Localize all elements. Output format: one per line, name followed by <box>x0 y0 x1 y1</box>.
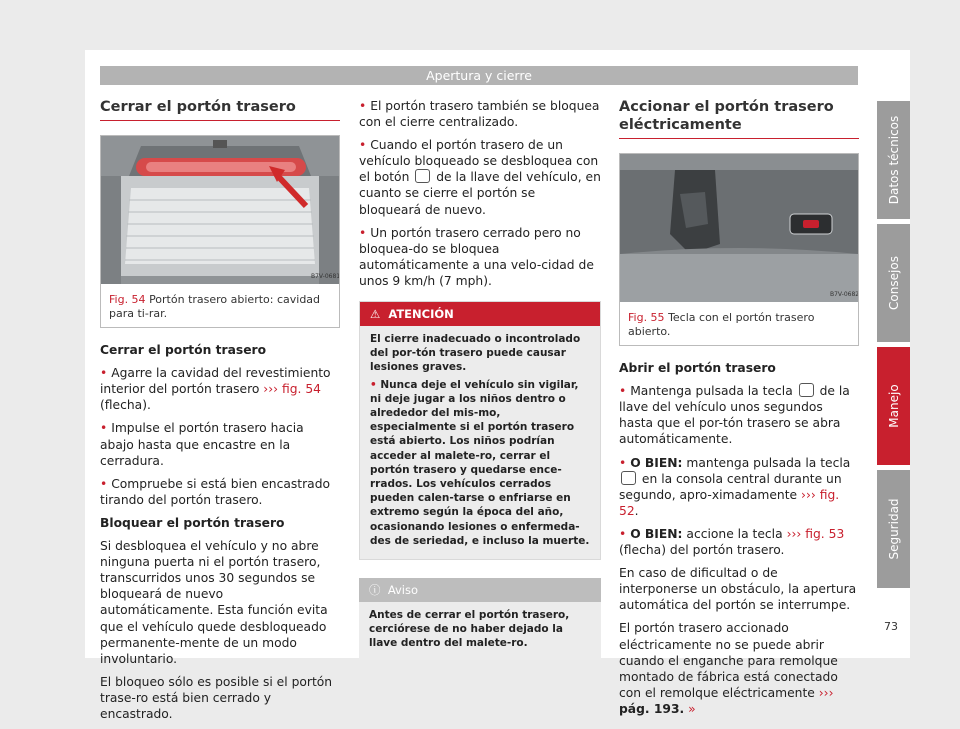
column-left <box>100 98 340 729</box>
bullet-item: • Compruebe si está bien encastrado tirando del portón trasero. <box>100 476 331 507</box>
subheading-open: Abrir el portón trasero <box>619 361 776 376</box>
figure-label: Fig. 55 <box>628 311 665 325</box>
warning-triangle-icon: ⚠ <box>370 307 381 322</box>
fig-link[interactable]: fig. 54 <box>281 382 322 397</box>
bullet-item: • Agarre la cavidad del revestimiento interior del portón trasero ››› fig. 54 (flecha). <box>100 366 331 413</box>
chapter-header: Apertura y cierre <box>100 66 858 85</box>
bullet-item: • Impulse el portón trasero hacia abajo hasta que encastre en la cerradura. <box>100 421 304 468</box>
fig-link[interactable]: fig. 52 <box>619 487 840 518</box>
bullet-item: • Mantenga pulsada la tecla de la llave del vehículo unos segundos hasta que el por-tón trasero se abra automáticamente. <box>619 384 850 447</box>
figure-caption-text: Portón trasero abierto: cavidad para ti-rar. <box>109 293 321 321</box>
warning-header <box>360 302 600 326</box>
page-link[interactable]: pág. 193. <box>619 701 685 716</box>
warning-box <box>359 301 601 560</box>
figure-54 <box>100 135 340 328</box>
subheading-close: Cerrar el portón trasero <box>100 343 267 358</box>
paragraph: El portón trasero accionado eléctricamente no se puede abrir cuando el enganche para remolque montado de fábrica está conectado con el remolque eléctricamente ››› pág. 193. » <box>619 621 838 716</box>
section-title-close: Cerrar el portón trasero <box>100 98 340 121</box>
warning-bullet: • Nunca deje el vehículo sin vigilar, ni deje jugar a los niños dentro o alrededor del mis-mo, especialmente si el portón trasero está abierto. Los niños podrían acceder al malete-ro, cerrar el portón trasero y quedarse ence-rrados. Los vehículos cerrados pueden calen-tarse o enfriarse en extremo según la época del año, ocasionando lesiones o enfermeda-des de seriedad, e incluso la muerte. <box>370 378 590 547</box>
bullet-item: • Cuando el portón trasero de un vehículo bloqueado se desbloquea con el botón de la llave del vehículo, en cuanto se cierre el portón se bloqueará de nuevo. <box>359 138 601 217</box>
note-body: Antes de cerrar el portón trasero, cerciórese de no haber dejado la llave dentro del malete-ro. <box>359 602 601 660</box>
warning-title: ATENCIÓN <box>388 307 454 322</box>
warning-body <box>360 326 600 559</box>
info-icon: ⓘ <box>369 583 381 598</box>
figure-caption <box>101 288 339 327</box>
bullet-item: • El portón trasero también se bloquea con el cierre centralizado. <box>359 99 600 130</box>
tab-manejo[interactable]: Manejo <box>877 347 910 465</box>
figure-caption <box>620 306 858 345</box>
page-number: 73 <box>884 620 898 633</box>
figure-code: B7V-0681 <box>311 273 339 280</box>
figure-caption-text: Tecla con el portón trasero abierto. <box>628 311 815 339</box>
note-box <box>359 578 601 660</box>
tailgate-key-icon <box>799 383 814 397</box>
fig-link[interactable]: fig. 53 <box>805 526 845 541</box>
figure-55 <box>619 153 859 346</box>
figure-code: B7V-0682 <box>830 291 858 298</box>
figure-label: Fig. 54 <box>109 293 146 307</box>
bullet-item: • O BIEN: mantenga pulsada la tecla en la consola central durante un segundo, apro-ximadamente ››› fig. 52. <box>619 455 851 518</box>
paragraph: Si desbloquea el vehículo y no abre ninguna puerta ni el portón trasero, transcurridos unos 30 segundos se bloqueará de nuevo automáticamente. Esta función evita que el vehículo quede desbloqueado permanente-mente de un modo involuntario. <box>100 539 328 666</box>
tab-datos-tecnicos[interactable]: Datos técnicos <box>877 101 910 219</box>
continue-icon: » <box>688 701 696 716</box>
note-title: Aviso <box>387 583 419 598</box>
note-header <box>359 578 601 602</box>
bullet-item: • Un portón trasero cerrado pero no bloquea-do se bloquea automáticamente a una velo-cidad de unos 9 km/h (7 mph). <box>359 225 594 288</box>
paragraph: El bloqueo sólo es posible si el portón trase-ro está bien cerrado y encastrado. <box>100 674 333 721</box>
column-right <box>619 98 859 724</box>
subheading-lock: Bloquear el portón trasero <box>100 515 285 530</box>
tailgate-key-icon <box>415 169 430 183</box>
tailgate-button-illustration <box>620 154 858 302</box>
column-middle <box>359 98 601 660</box>
warning-lead: El cierre inadecuado o incontrolado del por-tón trasero puede causar lesiones graves. <box>370 333 581 374</box>
tailgate-key-icon <box>621 471 636 485</box>
tab-seguridad[interactable]: Seguridad <box>877 470 910 588</box>
tab-consejos[interactable]: Consejos <box>877 224 910 342</box>
tailgate-open-illustration <box>101 136 339 284</box>
section-title-electric: Accionar el portón trasero eléctricamente <box>619 98 859 139</box>
paragraph: En caso de dificultad o de interponerse un obstáculo, la apertura automática del portón se interrumpe. <box>619 566 857 613</box>
bullet-item: • O BIEN: accione la tecla ››› fig. 53 (flecha) del portón trasero. <box>619 526 845 558</box>
